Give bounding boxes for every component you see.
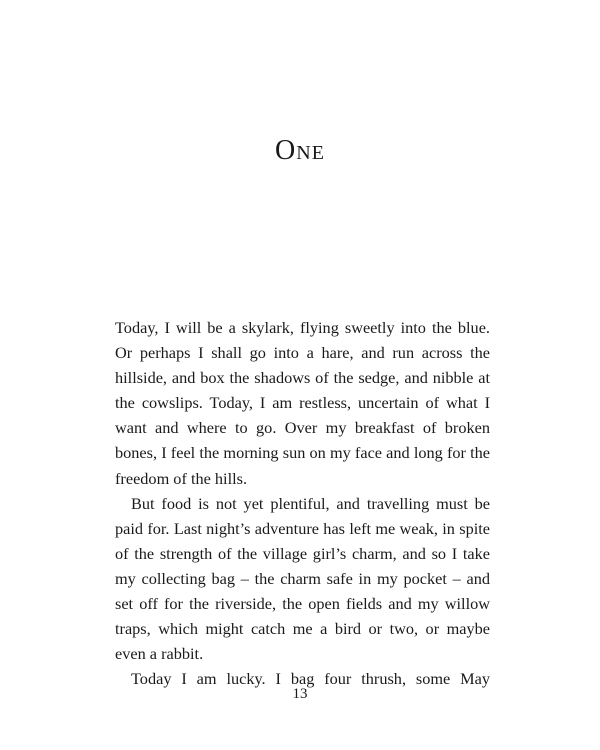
paragraph-3: Today I am lucky. I bag four thrush, some May	[131, 669, 490, 689]
chapter-title: One	[275, 135, 325, 166]
paragraph-1: Today, I will be a skylark, flying sweetly into the blue. Or perhaps I shall go into a hare, and run across the hillside, and box the shadows of the sedge, and nibble at the cowslips. Today, I am restless, uncertain of what I want and where to go. Over my breakfast of broken bones, I feel the morning sun on my face and long for the freedom of the hills.	[115, 318, 490, 488]
page-number: 13	[292, 686, 308, 702]
body-text	[115, 315, 490, 691]
paragraph-2: But food is not yet plentiful, and travelling must be paid for. Last night’s adventure has left me weak, in spite of the strength of the village girl’s charm, and so I take my collecting bag – the charm safe in my pocket – and set off for the riverside, the open fields and my willow traps, which might catch me a bird or two, or maybe even a rabbit.	[115, 493, 490, 664]
